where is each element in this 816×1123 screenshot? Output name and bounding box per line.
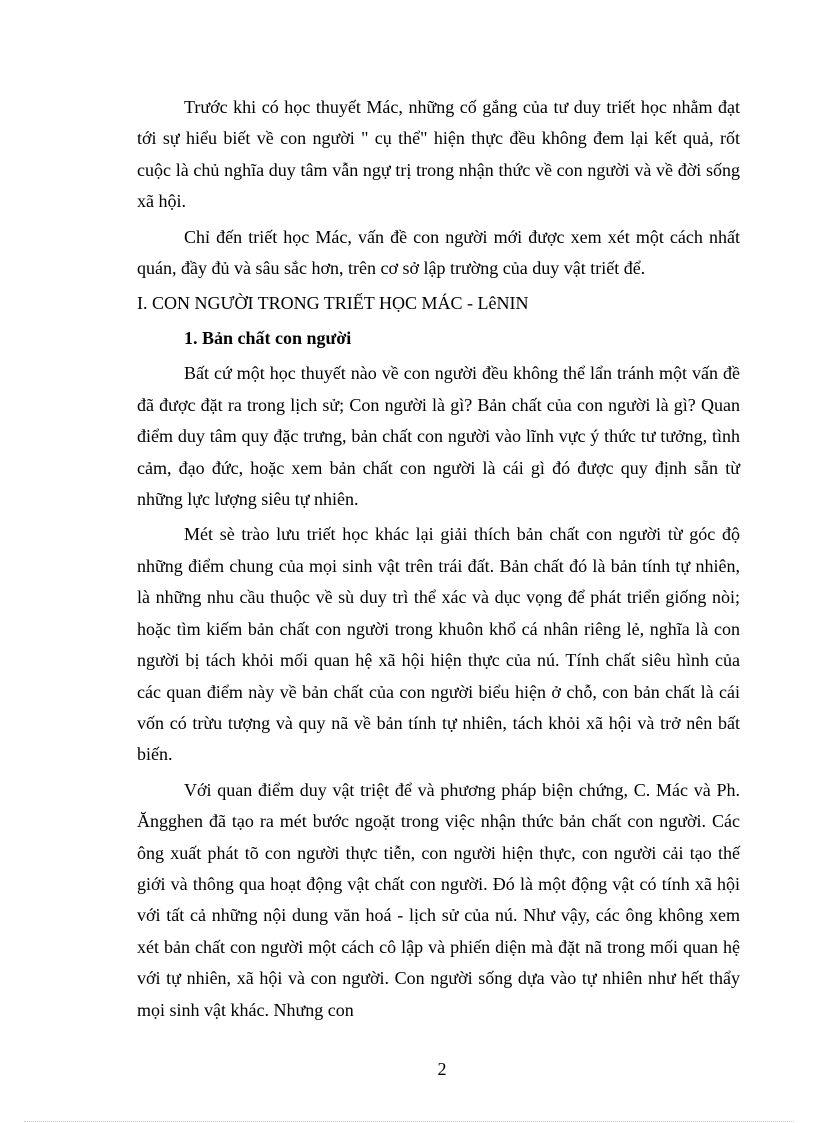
section-heading: I. CON NGƯỜI TRONG TRIẾT HỌC MÁC - LêNIN	[137, 293, 529, 314]
page-number: 2	[437, 1059, 447, 1079]
footer-divider	[24, 1121, 794, 1122]
page-content	[137, 92, 740, 1030]
paragraph-body-3: Với quan điểm duy vật triệt để và phương pháp biện chứng, C. Mác và Ph. Ăngghen đã tạo ra mét bước ngoặt trong việc nhận thức bản chất con người. Các ông xuất phát tõ con người thực tiễn, con người hiện thực, con người cải tạo thế giới và thông qua hoạt động vật chất con người. Đó là một động vật có tính xã hội với tất cả những nội dung văn hoá - lịch sử của nú. Như vậy, các ông không xem xét bản chất con người một cách cô lập và phiến diện mà đặt nã trong mối quan hệ với tự nhiên, xã hội và con người. Con người sống dựa vào tự nhiên như hết thẩy mọi sinh vật khác. Nhưng con	[137, 779, 740, 1020]
paragraph-intro-2: Chỉ đến triết học Mác, vấn đề con người mới được xem xét một cách nhất quán, đầy đủ và sâu sắc hơn, trên cơ sở lập trường của duy vật triết để.	[137, 226, 740, 279]
paragraph-body-2: Mét sè trào lưu triết học khác lại giải thích bản chất con người từ góc độ những điểm chung của mọi sinh vật trên trái đất. Bản chất đó là bản tính tự nhiên, là những nhu cầu thuộc về sù duy trì thể xác và dục vọng để phát triển giống nòi; hoặc tìm kiếm bản chất con người trong khuôn khổ cá nhân riêng lẻ, nghĩa là con người bị tách khỏi mối quan hệ xã hội hiện thực của nú. Tính chất siêu hình của các quan điểm này về bản chất của con người biểu hiện ở chỗ, con bản chất là cái vốn có trừu tượng và quy nã về bản tính tự nhiên, tách khỏi xã hội và trở nên bất biến.	[137, 524, 740, 765]
subsection-heading: 1. Bản chất con người	[184, 328, 352, 349]
paragraph-intro-1: Trước khi có học thuyết Mác, những cố gắng của tư duy triết học nhằm đạt tới sự hiểu biết về con người " cụ thể" hiện thực đều không đem lại kết quả, rốt cuộc là chủ nghĩa duy tâm vẫn ngự trị trong nhận thức về con người và về đời sống xã hội.	[137, 97, 740, 212]
paragraph-body-1: Bất cứ một học thuyết nào về con người đều không thể lẩn tránh một vấn đề đã được đặt ra trong lịch sử; Con người là gì? Bản chất của con người là gì? Quan điểm duy tâm quy đặc trưng, bản chất con người vào lĩnh vực ý thức tư tưởng, tình cảm, đạo đức, hoặc xem bản chất con người là cái gì đó được quy định sẵn từ những lực lượng siêu tự nhiên.	[137, 363, 740, 510]
